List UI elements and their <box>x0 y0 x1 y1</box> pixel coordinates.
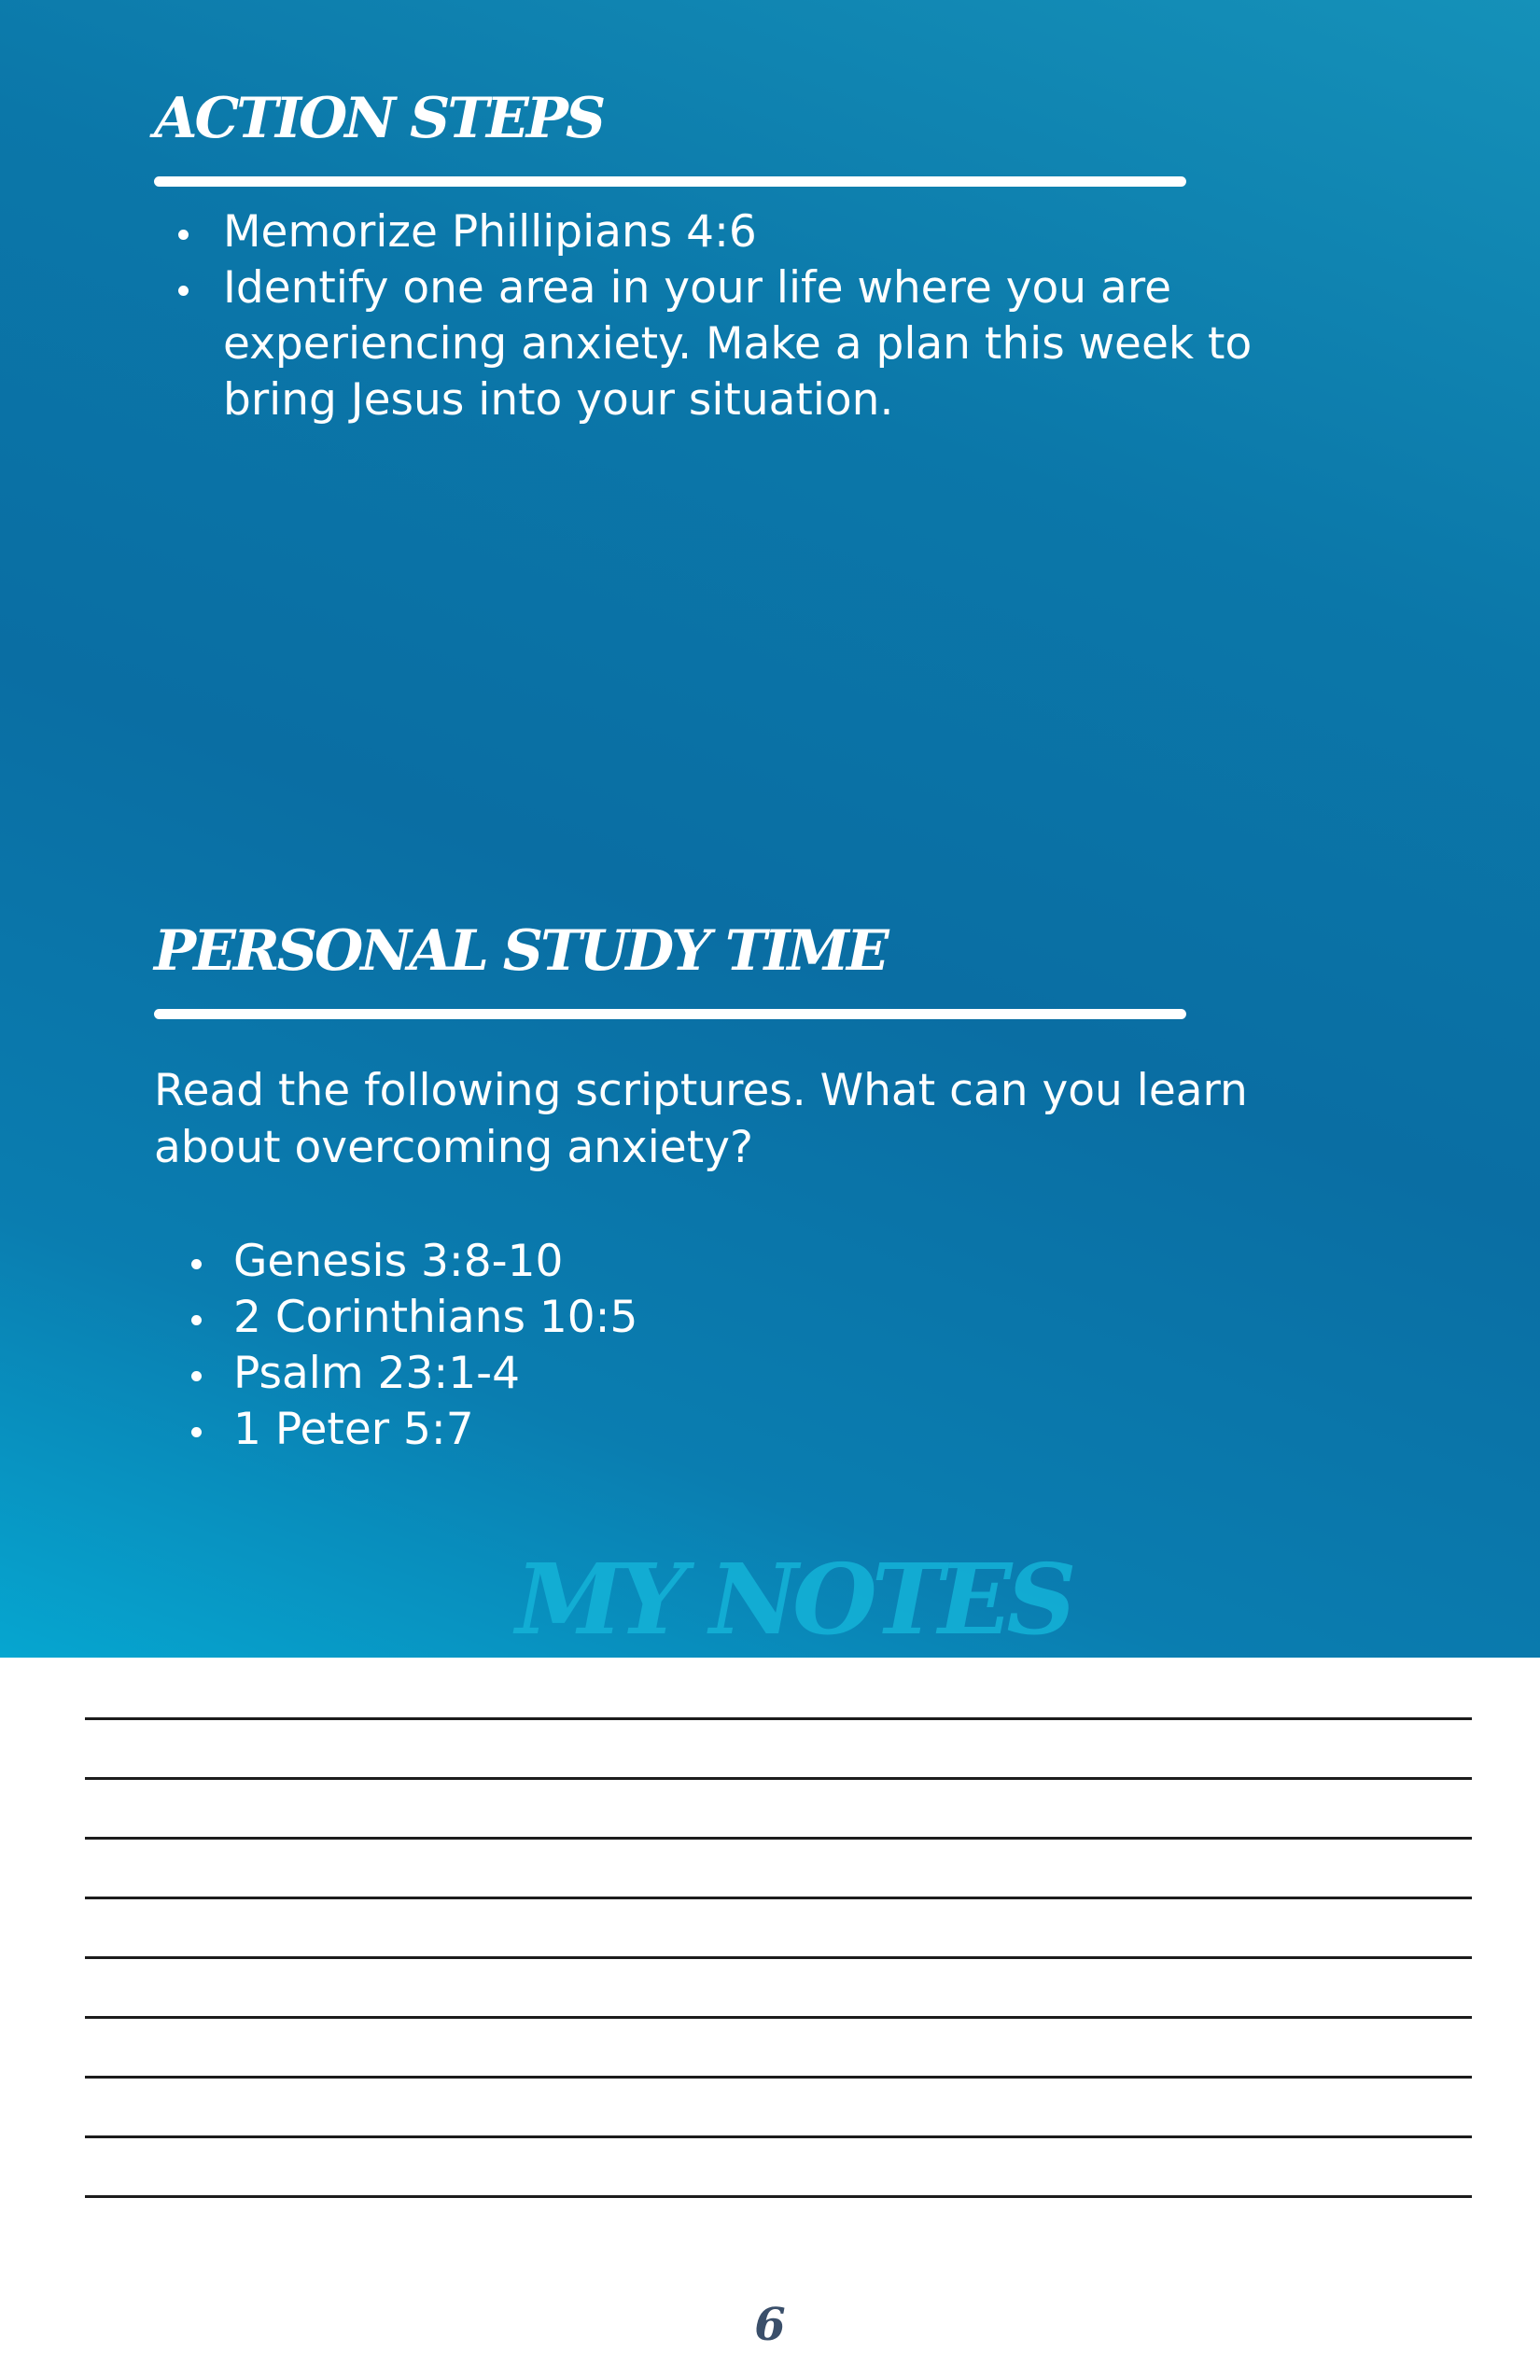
page-number: 6 <box>754 2299 786 2351</box>
personal-study-heading: PERSONAL STUDY TIME <box>154 918 887 984</box>
action-steps-list <box>154 204 1311 428</box>
scripture-reference: Psalm 23:1-4 <box>154 1346 994 1402</box>
action-step-item: Memorize Phillipians 4:6 <box>154 204 1311 260</box>
scripture-list <box>154 1234 994 1458</box>
notes-line[interactable] <box>85 1717 1472 1720</box>
notes-line[interactable] <box>85 1956 1472 1959</box>
personal-study-intro: Read the following scriptures. What can you learn about overcoming anxiety? <box>154 1065 1248 1173</box>
notes-line[interactable] <box>85 1777 1472 1780</box>
notes-line[interactable] <box>85 1837 1472 1840</box>
scripture-reference: 1 Peter 5:7 <box>154 1402 994 1458</box>
my-notes-title: MY NOTES <box>515 1542 1071 1657</box>
personal-study-divider <box>154 1009 1186 1019</box>
notes-line[interactable] <box>85 2076 1472 2079</box>
action-steps-heading: ACTION STEPS <box>154 86 604 151</box>
scripture-reference: Genesis 3:8-10 <box>154 1234 994 1290</box>
action-steps-divider <box>154 176 1186 187</box>
notes-line[interactable] <box>85 2195 1472 2198</box>
notes-line[interactable] <box>85 2135 1472 2138</box>
notes-line[interactable] <box>85 1897 1472 1899</box>
scripture-reference: 2 Corinthians 10:5 <box>154 1290 994 1346</box>
notes-line[interactable] <box>85 2016 1472 2019</box>
action-step-item: Identify one area in your life where you are experiencing anxiety. Make a plan this week to bring Jesus into your situation. <box>154 260 1311 428</box>
